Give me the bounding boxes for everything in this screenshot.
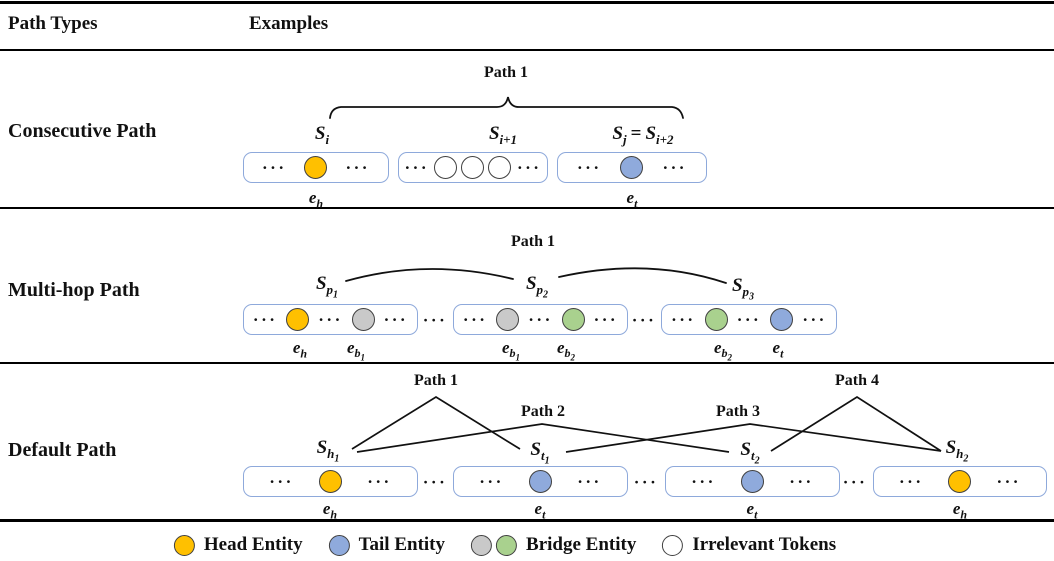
row-divider-1	[0, 207, 1054, 209]
sentence-box-si	[243, 152, 389, 183]
multihop-arc-sp1-sp2	[346, 269, 513, 281]
sentence-label-sh1: $S_{h_1}$	[316, 437, 340, 465]
sentence-box-st2	[665, 466, 840, 497]
tail-entity-token	[529, 470, 552, 493]
sentence-label-sj-eq-si2: $S_j = S_{i+2}$	[612, 123, 674, 147]
legend-label: Bridge Entity	[526, 534, 637, 555]
legend-label: Head Entity	[203, 534, 303, 555]
tail-entity-swatch	[329, 535, 350, 556]
consecutive-path1-label: Path 1	[484, 64, 528, 81]
ellipsis: ···	[462, 310, 488, 329]
tail-entity-token	[620, 156, 643, 179]
ellipsis: ···	[318, 310, 343, 329]
ellipsis: ···	[662, 158, 687, 177]
ellipsis: ···	[789, 472, 814, 491]
ellipsis: ···	[691, 472, 716, 491]
irrelevant-token	[461, 156, 484, 179]
multihop-arc-sp2-sp3	[559, 268, 726, 283]
row-divider-2	[0, 362, 1054, 364]
head-entity-token	[304, 156, 327, 179]
ellipsis: ···	[633, 472, 659, 492]
sentence-label-st1: $S_{t_1}$	[530, 439, 550, 467]
bridge-entity-token-b2	[562, 308, 585, 331]
default-path1-label: Path 1	[414, 372, 458, 389]
irrelevant-token	[488, 156, 511, 179]
sentence-box-sp2	[453, 304, 628, 335]
ellipsis: ···	[252, 310, 278, 329]
ellipsis: ···	[996, 472, 1021, 491]
ellipsis: ···	[528, 310, 553, 329]
default-path4-label: Path 4	[835, 372, 879, 389]
tail-entity-token	[770, 308, 793, 331]
sentence-box-st1	[453, 466, 628, 497]
sentence-box-sj	[557, 152, 707, 183]
entity-label-et: $e_t$	[772, 338, 784, 361]
multihop-path1-label: Path 1	[511, 233, 555, 250]
entity-label-et: $e_t$	[626, 188, 638, 211]
table-bottom-rule	[0, 519, 1054, 522]
irrelevant-token-group	[434, 156, 511, 179]
sentence-label-sh2: $S_{h_2}$	[945, 437, 969, 465]
tail-entity-token	[741, 470, 764, 493]
bridge-entity-token-b2	[705, 308, 728, 331]
sentence-label-si: $S_i$	[314, 123, 330, 147]
sentence-box-si1	[398, 152, 548, 183]
entity-label-eh: $e_h$	[308, 188, 324, 211]
entity-label-eh: $e_h$	[952, 499, 968, 522]
ellipsis: ···	[367, 472, 392, 491]
sentence-label-sp2: $S_{p_2}$	[525, 273, 549, 301]
legend-item-bridge-entity	[471, 534, 636, 556]
consecutive-path-brace	[330, 97, 683, 118]
entity-label-eh: $e_h$	[322, 499, 338, 522]
ellipsis: ···	[383, 310, 409, 329]
ellipsis: ···	[345, 158, 370, 177]
ellipsis: ···	[422, 310, 448, 330]
head-entity-swatch	[174, 535, 195, 556]
head-entity-token	[948, 470, 971, 493]
ellipsis: ···	[479, 472, 504, 491]
ellipsis: ···	[898, 472, 924, 491]
head-entity-token	[319, 470, 342, 493]
entity-label-eh: $e_h$	[292, 338, 308, 361]
ellipsis: ···	[802, 310, 827, 329]
legend-label: Tail Entity	[358, 534, 446, 555]
table-top-rule	[0, 1, 1054, 4]
ellipsis: ···	[577, 472, 602, 491]
column-header-examples: Examples	[249, 13, 329, 34]
column-header-path-types: Path Types	[8, 13, 98, 34]
sentence-box-sh1	[243, 466, 418, 497]
sentence-label-sp3: $S_{p_3}$	[731, 275, 755, 303]
header-rule	[0, 49, 1054, 51]
ellipsis: ···	[736, 310, 762, 329]
entity-label-eb1: $e_{b_1}$	[501, 338, 521, 363]
ellipsis: ···	[261, 158, 287, 177]
entity-label-et: $e_t$	[746, 499, 758, 522]
sentence-box-sp3	[661, 304, 837, 335]
head-entity-token	[286, 308, 309, 331]
bridge-entity-swatch-gray	[471, 535, 492, 556]
bridge-entity-token-b1	[496, 308, 519, 331]
bridge-entity-swatch-green	[496, 535, 517, 556]
default-path2-label: Path 2	[521, 403, 565, 420]
ellipsis: ···	[671, 310, 696, 329]
entity-label-et: $e_t$	[534, 499, 546, 522]
legend-label: Irrelevant Tokens	[692, 534, 837, 555]
legend-item-irrelevant-tokens	[662, 534, 836, 556]
row-label-consecutive-path: Consecutive Path	[8, 120, 157, 142]
row-label-default-path: Default Path	[8, 439, 117, 461]
ellipsis: ···	[269, 472, 294, 491]
ellipsis: ···	[404, 158, 429, 177]
ellipsis: ···	[576, 158, 602, 177]
default-path4-lines	[771, 397, 941, 451]
ellipsis: ···	[422, 472, 448, 492]
legend-item-head-entity	[174, 534, 303, 556]
irrelevant-token-swatch	[662, 535, 683, 556]
default-path3-label: Path 3	[716, 403, 760, 420]
sentence-box-sh2	[873, 466, 1047, 497]
ellipsis: ···	[516, 158, 542, 177]
ellipsis: ···	[593, 310, 619, 329]
row-label-multi-hop-path: Multi-hop Path	[8, 279, 140, 301]
sentence-label-st2: $S_{t_2}$	[740, 439, 760, 467]
ellipsis: ···	[631, 310, 657, 330]
sentence-label-si1: $S_{i+1}$	[488, 123, 518, 147]
entity-label-eb2: $e_{b_2}$	[556, 338, 576, 363]
ellipsis: ···	[842, 472, 868, 492]
sentence-box-sp1	[243, 304, 418, 335]
default-path1-lines	[352, 397, 520, 449]
entity-label-eb1: $e_{b_1}$	[346, 338, 366, 363]
legend-item-tail-entity	[329, 534, 445, 556]
legend	[174, 534, 836, 556]
entity-label-eb2: $e_{b_2}$	[713, 338, 733, 363]
irrelevant-token	[434, 156, 457, 179]
bridge-entity-token-b1	[352, 308, 375, 331]
sentence-label-sp1: $S_{p_1}$	[315, 273, 339, 301]
